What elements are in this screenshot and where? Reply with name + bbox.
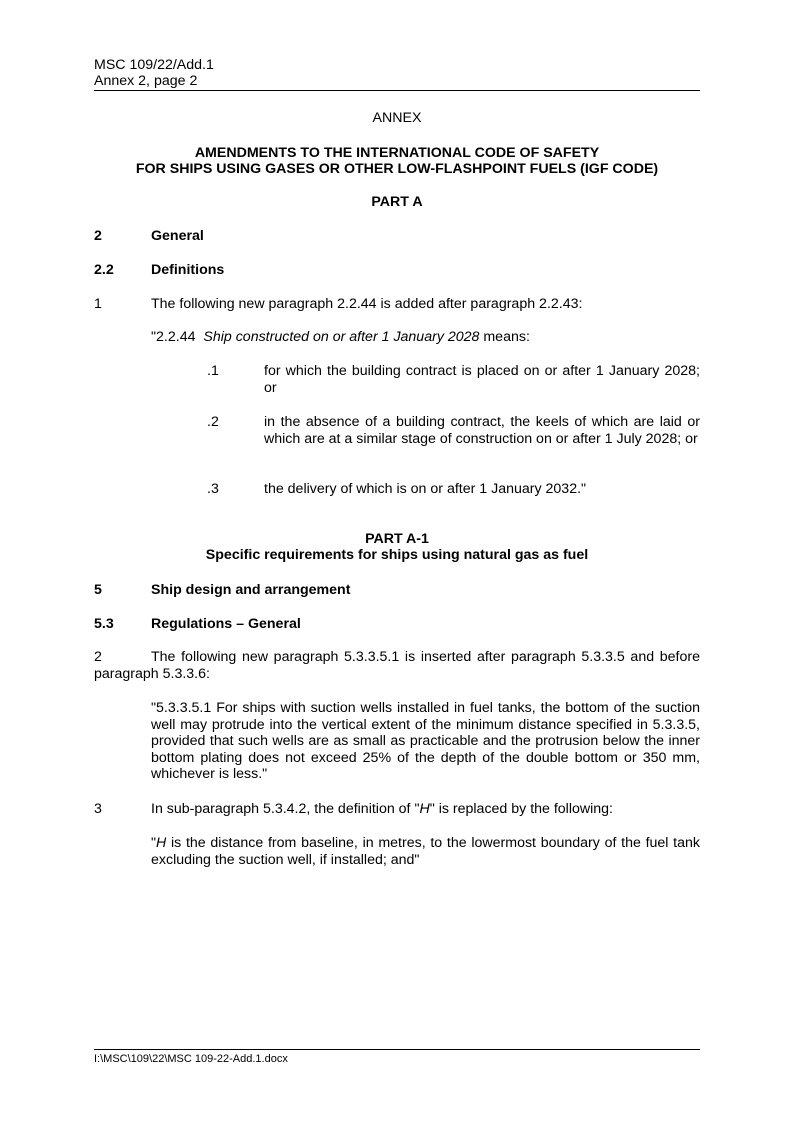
variable-h: H [156, 835, 167, 851]
subsection-number: 2.2 [94, 262, 114, 278]
paragraph-number: 1 [94, 296, 102, 312]
paragraph-number: 2 [94, 649, 102, 665]
paragraph-text: The following new paragraph 2.2.44 is added after paragraph 2.2.43: [151, 296, 583, 312]
definition-h-text: is the distance from baseline, in metres, to the lowermost boundary of the fuel tank excluding the suction well, if installed; and" [151, 835, 700, 868]
subitem-number: .2 [207, 414, 219, 430]
section-title: General [151, 228, 204, 244]
annex-label: ANNEX [372, 110, 422, 126]
document-title-line-2: FOR SHIPS USING GASES OR OTHER LOW-FLASHPOINT FUELS (IGF CODE) [135, 161, 659, 177]
quote-open: " [151, 835, 157, 851]
subitem-text: the delivery of which is on or after 1 January 2032." [264, 481, 587, 497]
subitem-number: .1 [207, 363, 219, 379]
subsection-title: Regulations – General [151, 616, 301, 632]
subitem-number: .3 [207, 481, 219, 497]
section-number: 5 [94, 582, 102, 598]
subitem-text: for which the building contract is placed on or after 1 January 2028; or [264, 363, 700, 396]
definition-suffix: means: [479, 329, 530, 345]
file-path: I:\MSC\109\22\MSC 109-22-Add.1.docx [94, 1053, 288, 1065]
paragraph-number: 3 [94, 801, 102, 817]
part-a1-subtitle: Specific requirements for ships using natural gas as fuel [205, 547, 589, 563]
part-a1-heading: PART A-1 [365, 531, 429, 547]
paragraph-2 [94, 649, 700, 682]
page-header [94, 57, 700, 91]
definition-number: "2.2.44 [151, 329, 196, 345]
subsection-title: Definitions [151, 262, 225, 278]
subitem-text: in the absence of a building contract, the keels of which are laid or which are at a similar stage of construction on or after 1 July 2028; or [264, 414, 700, 447]
section-title: Ship design and arrangement [151, 582, 351, 598]
definition-quote [151, 329, 700, 346]
paragraph-text: The following new paragraph 5.3.3.5.1 is inserted after paragraph 5.3.3.5 and before paragraph 5.3.3.6: [94, 649, 700, 682]
document-reference: MSC 109/22/Add.1 [94, 57, 214, 73]
variable-h: H [419, 801, 430, 817]
document-title-line-1: AMENDMENTS TO THE INTERNATIONAL CODE OF SAFETY [194, 145, 600, 161]
section-number: 2 [94, 228, 102, 244]
page-footer [94, 1049, 700, 1066]
definition-term: Ship constructed on or after 1 January 2028 [203, 329, 480, 345]
part-a-heading: PART A [371, 194, 423, 210]
paragraph-suffix: " is replaced by the following: [429, 801, 614, 817]
subsection-number: 5.3 [94, 616, 114, 632]
inserted-paragraph-quote: "5.3.3.5.1 For ships with suction wells installed in fuel tanks, the bottom of the suction well may protrude into the vertical extent of the minimum distance specified in 5.3.3.5, provided that such wells are as small as practicable and the protrusion below the inner bottom plating does not exceed 25% of the depth of the double bottom or 350 mm, whichever is less." [151, 700, 700, 782]
definition-h-quote [151, 835, 700, 868]
paragraph-text [151, 801, 700, 818]
paragraph-prefix: In sub-paragraph 5.3.4.2, the definition of " [151, 801, 420, 817]
page-reference: Annex 2, page 2 [94, 73, 198, 89]
